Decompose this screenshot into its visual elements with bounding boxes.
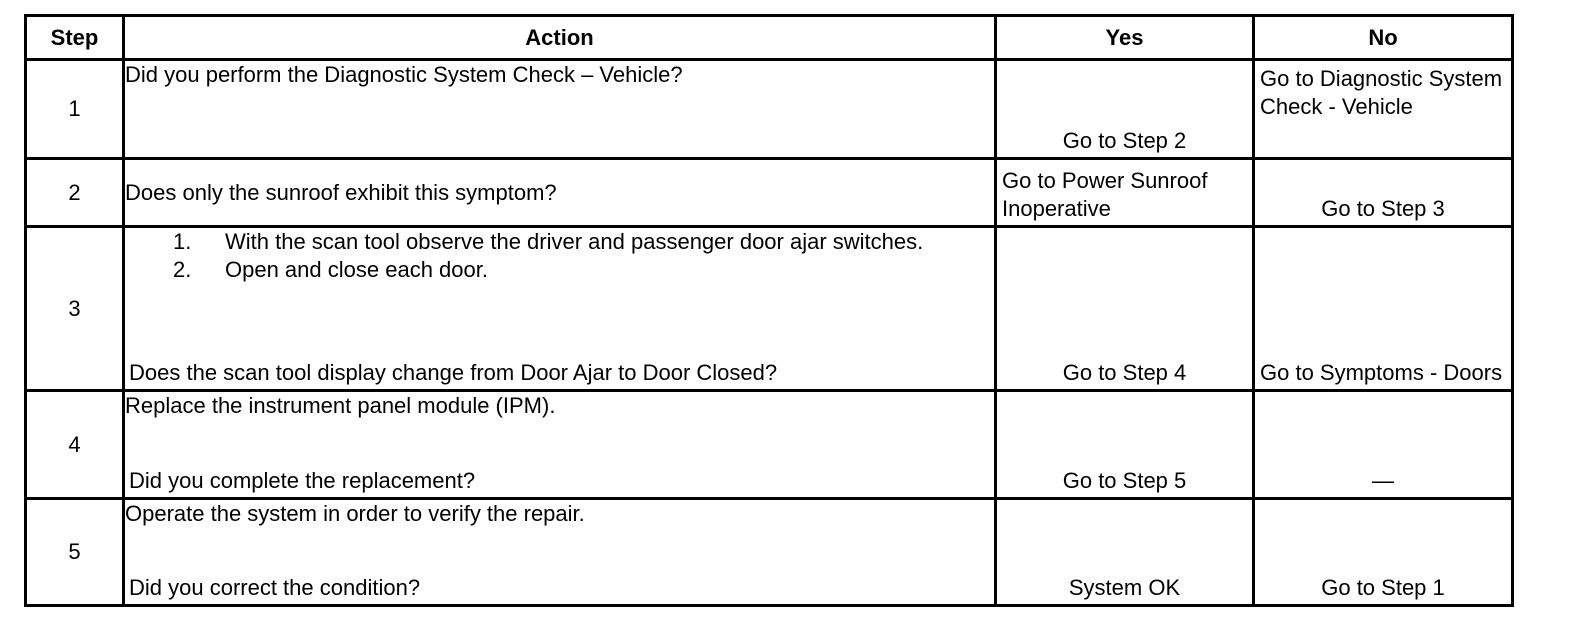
header-step: Step <box>26 16 124 60</box>
yes-cell <box>996 159 1254 227</box>
table-row <box>26 227 1513 391</box>
yes-cell <box>996 391 1254 499</box>
no-result: Go to Diagnostic System Check - Vehicle <box>1260 66 1503 119</box>
list-item <box>125 256 994 284</box>
diagnostic-table <box>24 14 1514 607</box>
table-row <box>26 391 1513 499</box>
step-number: 5 <box>26 499 124 606</box>
yes-result: Go to Step 2 <box>1062 128 1187 153</box>
action-cell <box>124 391 996 499</box>
no-result: Go to Step 3 <box>1321 196 1445 221</box>
header-row <box>26 16 1513 60</box>
no-result: Go to Step 1 <box>1321 575 1445 600</box>
step-number: 2 <box>26 159 124 227</box>
no-cell <box>1254 227 1513 391</box>
substep-number: 1. <box>173 229 192 254</box>
no-result: Go to Symptoms - Doors <box>1260 360 1503 385</box>
yes-result: Go to Step 5 <box>1062 468 1187 493</box>
table-row <box>26 60 1513 159</box>
table-row <box>26 499 1513 606</box>
yes-cell <box>996 227 1254 391</box>
action-cell <box>124 159 996 227</box>
substep-text: With the scan tool observe the driver and passenger door ajar switches. <box>225 229 924 254</box>
step-number: 3 <box>26 227 124 391</box>
no-cell <box>1254 499 1513 606</box>
action-cell <box>124 60 996 159</box>
yes-result: Go to Step 4 <box>1062 360 1187 385</box>
step-number: 4 <box>26 391 124 499</box>
step-number: 1 <box>26 60 124 159</box>
action-question: Did you perform the Diagnostic System Check – Vehicle? <box>125 62 683 87</box>
table-row <box>26 159 1513 227</box>
action-instruction: Replace the instrument panel module (IPM). <box>125 393 556 418</box>
no-result: — <box>1372 468 1394 493</box>
header-action: Action <box>124 16 996 60</box>
substep-text: Open and close each door. <box>225 257 488 282</box>
yes-result: System OK <box>1068 575 1181 600</box>
yes-cell <box>996 60 1254 159</box>
action-question: Does only the sunroof exhibit this symptom? <box>125 179 557 205</box>
substep-number: 2. <box>173 257 192 282</box>
header-yes: Yes <box>996 16 1254 60</box>
no-cell <box>1254 159 1513 227</box>
substep-list <box>125 228 994 284</box>
action-question: Did you correct the condition? <box>129 575 421 600</box>
action-cell <box>124 227 996 391</box>
action-cell <box>124 499 996 606</box>
yes-cell <box>996 499 1254 606</box>
list-item <box>125 228 994 256</box>
header-no: No <box>1254 16 1513 60</box>
action-instruction: Operate the system in order to verify the repair. <box>125 501 585 526</box>
no-cell <box>1254 391 1513 499</box>
yes-result: Go to Power Sunroof Inoperative <box>1002 168 1208 221</box>
action-question: Did you complete the replacement? <box>129 468 476 493</box>
no-cell <box>1254 60 1513 159</box>
action-question: Does the scan tool display change from Door Ajar to Door Closed? <box>129 360 778 385</box>
